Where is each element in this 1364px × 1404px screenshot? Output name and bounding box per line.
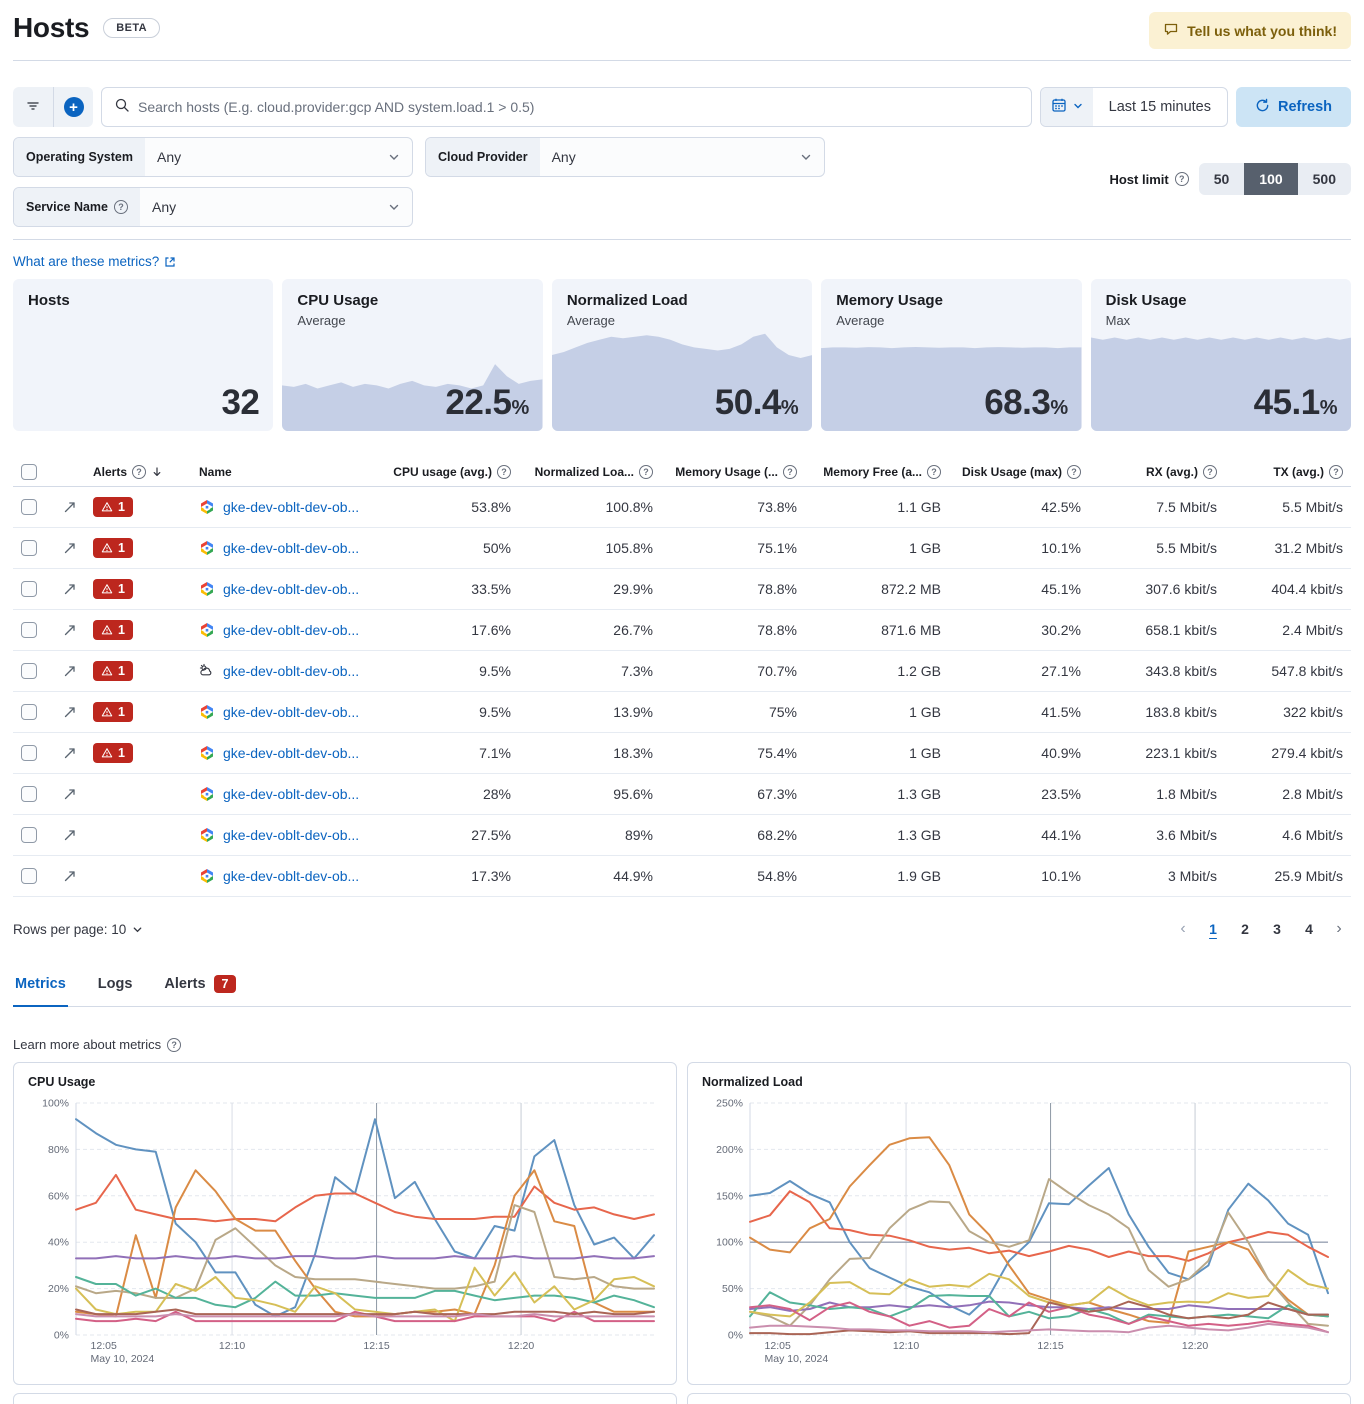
table-row (13, 733, 1351, 774)
load-cell: 44.9% (613, 868, 653, 884)
table-row (13, 610, 1351, 651)
memfree-cell: 1.1 GB (897, 499, 941, 515)
svg-text:12:20: 12:20 (1181, 1340, 1209, 1352)
rx-cell: 7.5 Mbit/s (1156, 499, 1217, 515)
host-name-link[interactable]: gke-dev-oblt-dev-ob... (223, 499, 360, 515)
chart-panel-partial (687, 1393, 1351, 1404)
os-filter-select[interactable]: Any (145, 138, 412, 176)
host-name-link[interactable]: gke-dev-oblt-dev-ob... (223, 581, 360, 597)
calendar-menu-button[interactable] (1041, 88, 1093, 126)
calendar-icon (1051, 97, 1067, 118)
memfree-cell: 1 GB (909, 704, 941, 720)
rx-cell: 5.5 Mbit/s (1156, 540, 1217, 556)
host-name-link[interactable]: gke-dev-oblt-dev-ob... (223, 663, 360, 679)
svg-text:100%: 100% (716, 1236, 743, 1249)
filter-lines-icon (25, 98, 41, 117)
speech-bubble-icon (1163, 21, 1179, 40)
pagination (1171, 915, 1351, 943)
memfree-cell: 871.6 MB (881, 622, 941, 638)
mem-cell: 68.2% (757, 827, 797, 843)
svg-text:12:05: 12:05 (764, 1340, 791, 1352)
info-icon[interactable]: ? (783, 465, 797, 479)
refresh-button[interactable]: Refresh (1236, 87, 1351, 127)
load-cell: 13.9% (613, 704, 653, 720)
column-header-metric-3[interactable]: Memory Free (a... ? (805, 465, 949, 479)
chevron-down-icon (388, 151, 400, 163)
header-divider (13, 60, 1351, 61)
mem-cell: 78.8% (757, 581, 797, 597)
cpu-cell: 50% (482, 540, 511, 556)
select-row-checkbox[interactable] (21, 622, 37, 638)
filters-section (13, 137, 1351, 227)
help-icon[interactable]: ? (114, 200, 128, 214)
page-button-4[interactable]: 4 (1295, 915, 1323, 943)
info-icon[interactable]: ? (1329, 465, 1343, 479)
kpi-cpu-usage[interactable]: CPU Usage Average 22.5% (282, 279, 542, 431)
info-icon[interactable]: ? (1067, 465, 1081, 479)
column-header-metric-2[interactable]: Memory Usage (... ? (661, 465, 805, 479)
chart-title: Normalized Load (702, 1075, 803, 1089)
host-name-link[interactable]: gke-dev-oblt-dev-ob... (223, 868, 360, 884)
table-row (13, 692, 1351, 733)
host-limit-option-50[interactable]: 50 (1199, 163, 1245, 195)
load-cell: 29.9% (613, 581, 653, 597)
memfree-cell: 872.2 MB (881, 581, 941, 597)
search-box (101, 87, 1032, 127)
normalized-load-chart (702, 1091, 1336, 1379)
svg-text:12:05: 12:05 (90, 1340, 117, 1352)
alerts-badge[interactable]: 1 (93, 661, 133, 681)
host-limit-options (1199, 163, 1351, 195)
chart-title: CPU Usage (28, 1075, 96, 1089)
gcp-icon (199, 540, 215, 556)
tx-cell: 31.2 Mbit/s (1274, 540, 1343, 556)
cpu-cell: 28% (482, 786, 511, 802)
load-cell: 26.7% (613, 622, 653, 638)
table-row (13, 487, 1351, 528)
svg-text:100%: 100% (42, 1097, 69, 1110)
open-host-detail-icon (63, 746, 77, 760)
svg-text:40%: 40% (47, 1236, 69, 1249)
open-host-flyout-button[interactable] (59, 537, 81, 559)
warning-triangle-icon (101, 501, 113, 513)
load-cell: 105.8% (605, 540, 653, 556)
hosts-table (13, 457, 1351, 897)
tab-logs[interactable]: Logs (97, 976, 133, 992)
rx-cell: 1.8 Mbit/s (1156, 786, 1217, 802)
select-row-checkbox[interactable] (21, 540, 37, 556)
help-icon[interactable]: ? (167, 1038, 181, 1052)
mem-cell: 78.8% (757, 622, 797, 638)
host-name-link[interactable]: gke-dev-oblt-dev-ob... (223, 622, 360, 638)
cpu-cell: 27.5% (471, 827, 511, 843)
gcp-icon (199, 827, 215, 843)
disk-cell: 40.9% (1041, 745, 1081, 761)
column-header-metric-1[interactable]: Normalized Loa... ? (519, 465, 661, 479)
memfree-cell: 1.3 GB (897, 827, 941, 843)
memfree-cell: 1.2 GB (897, 663, 941, 679)
info-icon[interactable]: ? (1203, 465, 1217, 479)
service-name-filter-select[interactable]: Any (140, 188, 412, 226)
previous-page-button[interactable]: ‹ (1171, 920, 1195, 938)
open-host-flyout-button[interactable] (59, 783, 81, 805)
gcp-icon (199, 704, 215, 720)
rx-cell: 343.8 kbit/s (1145, 663, 1217, 679)
tx-cell: 279.4 kbit/s (1271, 745, 1343, 761)
svg-text:80%: 80% (47, 1143, 69, 1156)
select-row-checkbox[interactable] (21, 663, 37, 679)
gcp-icon (199, 745, 215, 761)
info-icon[interactable]: ? (927, 465, 941, 479)
page-button-2[interactable]: 2 (1231, 915, 1259, 943)
select-row-checkbox[interactable] (21, 704, 37, 720)
chevron-down-icon (132, 924, 143, 935)
open-host-detail-icon (63, 500, 77, 514)
memfree-cell: 1.9 GB (897, 868, 941, 884)
open-host-detail-icon (63, 541, 77, 555)
rows-per-page-button[interactable]: Rows per page: 10 (13, 922, 143, 937)
alerts-badge[interactable]: 1 (93, 579, 133, 599)
open-host-flyout-button[interactable] (59, 824, 81, 846)
gcp-icon (199, 786, 215, 802)
chevron-down-icon (1073, 98, 1083, 116)
table-row (13, 856, 1351, 897)
disk-cell: 42.5% (1041, 499, 1081, 515)
svg-text:12:10: 12:10 (892, 1340, 920, 1352)
cpu-usage-chart (28, 1091, 662, 1379)
chevron-down-icon (388, 201, 400, 213)
load-cell: 89% (624, 827, 653, 843)
svg-text:20%: 20% (47, 1283, 69, 1296)
table-row (13, 569, 1351, 610)
select-row-checkbox[interactable] (21, 827, 37, 843)
mem-cell: 70.7% (757, 663, 797, 679)
disk-cell: 30.2% (1041, 622, 1081, 638)
column-header-metric-4[interactable]: Disk Usage (max) ? (949, 465, 1089, 479)
search-icon (114, 97, 130, 118)
external-link-icon (164, 256, 176, 268)
cpu-cell: 7.1% (479, 745, 511, 761)
table-row (13, 815, 1351, 856)
column-header-metric-5[interactable]: RX (avg.) ? (1089, 465, 1225, 479)
date-picker (1040, 87, 1228, 127)
svg-text:250%: 250% (716, 1097, 743, 1110)
host-name-link[interactable]: gke-dev-oblt-dev-ob... (223, 827, 360, 843)
tab-alerts[interactable]: Alerts 7 (162, 969, 238, 1007)
rx-cell: 3.6 Mbit/s (1156, 827, 1217, 843)
load-cell: 7.3% (621, 663, 653, 679)
column-header-alerts[interactable]: Alerts ? (93, 465, 199, 479)
os-filter-label: Operating System (14, 138, 145, 176)
open-host-detail-icon (63, 582, 77, 596)
open-host-detail-icon (63, 664, 77, 678)
refresh-icon (1255, 98, 1270, 117)
service-name-filter-label: Service Name ? (14, 188, 140, 226)
chevron-down-icon (800, 151, 812, 163)
tx-cell: 25.9 Mbit/s (1274, 868, 1343, 884)
table-row (13, 651, 1351, 692)
page-button-1[interactable]: 1 (1199, 915, 1227, 943)
rx-cell: 3 Mbit/s (1167, 868, 1217, 884)
open-host-detail-icon (63, 869, 77, 883)
disk-cell: 10.1% (1041, 868, 1081, 884)
select-row-checkbox[interactable] (21, 581, 37, 597)
memfree-cell: 1 GB (909, 745, 941, 761)
svg-text:12:15: 12:15 (1037, 1340, 1064, 1352)
host-limit-option-100[interactable]: 100 (1244, 163, 1297, 195)
warning-triangle-icon (101, 624, 113, 636)
sort-descending-icon (151, 466, 163, 478)
learn-more-metrics: Learn more about metrics ? (13, 1037, 1351, 1052)
warning-triangle-icon (101, 583, 113, 595)
gcp-icon (199, 622, 215, 638)
table-row (13, 774, 1351, 815)
alerts-badge[interactable]: 1 (93, 538, 133, 558)
warning-triangle-icon (101, 665, 113, 677)
cpu-cell: 17.6% (471, 622, 511, 638)
search-input[interactable] (138, 99, 1019, 115)
cpu-cell: 9.5% (479, 663, 511, 679)
select-all-checkbox[interactable] (21, 464, 37, 480)
alerts-badge[interactable]: 1 (93, 497, 133, 517)
svg-text:200%: 200% (716, 1143, 743, 1156)
host-limit-label: Host limit ? (1109, 172, 1188, 187)
cpu-cell: 53.8% (471, 499, 511, 515)
svg-text:60%: 60% (47, 1190, 69, 1203)
open-host-flyout-button[interactable] (59, 701, 81, 723)
rx-cell: 307.6 kbit/s (1145, 581, 1217, 597)
mem-cell: 73.8% (757, 499, 797, 515)
unknown-provider-icon (199, 663, 215, 679)
search-toolbar (13, 87, 1351, 127)
kpi-memory-usage[interactable]: Memory Usage Average 68.3% (821, 279, 1081, 431)
host-name-link[interactable]: gke-dev-oblt-dev-ob... (223, 786, 360, 802)
next-chart-row (13, 1393, 1351, 1404)
beta-badge: BETA (103, 18, 160, 38)
cpu-cell: 33.5% (471, 581, 511, 597)
memfree-cell: 1.3 GB (897, 786, 941, 802)
filter-menu-button[interactable] (13, 87, 53, 127)
cloud-provider-filter-select[interactable]: Any (540, 138, 824, 176)
open-host-flyout-button[interactable] (59, 496, 81, 518)
disk-cell: 23.5% (1041, 786, 1081, 802)
tx-cell: 2.8 Mbit/s (1282, 786, 1343, 802)
disk-cell: 44.1% (1041, 827, 1081, 843)
column-header-name[interactable]: Name (199, 464, 232, 479)
kpi-hosts[interactable]: Hosts 32 (13, 279, 273, 431)
mem-cell: 75.1% (757, 540, 797, 556)
svg-text:50%: 50% (721, 1283, 743, 1296)
column-header-metric-0[interactable]: CPU usage (avg.) ? (369, 465, 519, 479)
mem-cell: 54.8% (757, 868, 797, 884)
svg-text:0%: 0% (53, 1329, 69, 1342)
os-filter (13, 137, 413, 177)
open-host-flyout-button[interactable] (59, 578, 81, 600)
tx-cell: 547.8 kbit/s (1271, 663, 1343, 679)
query-menu-group (13, 87, 93, 127)
tx-cell: 322 kbit/s (1283, 704, 1343, 720)
disk-cell: 41.5% (1041, 704, 1081, 720)
open-host-detail-icon (63, 705, 77, 719)
kpi-disk-usage[interactable]: Disk Usage Max 45.1% (1091, 279, 1351, 431)
open-host-flyout-button[interactable] (59, 619, 81, 641)
info-icon[interactable]: ? (639, 465, 653, 479)
page-title: Hosts (13, 12, 90, 43)
info-icon[interactable]: ? (497, 465, 511, 479)
host-name-link[interactable]: gke-dev-oblt-dev-ob... (223, 745, 360, 761)
cpu-cell: 17.3% (471, 868, 511, 884)
page-header (13, 0, 1351, 60)
cloud-provider-filter-label: Cloud Provider (426, 138, 540, 176)
alerts-badge[interactable]: 1 (93, 620, 133, 640)
metrics-charts (13, 1062, 1351, 1385)
select-row-checkbox[interactable] (21, 499, 37, 515)
cpu-cell: 9.5% (479, 704, 511, 720)
svg-text:12:10: 12:10 (218, 1340, 246, 1352)
select-row-checkbox[interactable] (21, 868, 37, 884)
rx-cell: 658.1 kbit/s (1145, 622, 1217, 638)
disk-cell: 10.1% (1041, 540, 1081, 556)
svg-text:150%: 150% (716, 1190, 743, 1203)
kpi-normalized-load[interactable]: Normalized Load Average 50.4% (552, 279, 812, 431)
feedback-button[interactable]: Tell us what you think! (1149, 12, 1351, 49)
host-limit-control (1109, 163, 1351, 195)
load-cell: 95.6% (613, 786, 653, 802)
what-are-these-metrics-link[interactable]: What are these metrics? (13, 254, 176, 269)
open-host-flyout-button[interactable] (59, 660, 81, 682)
cloud-provider-filter (425, 137, 825, 177)
alerts-badge[interactable]: 1 (93, 702, 133, 722)
svg-text:0%: 0% (727, 1329, 743, 1342)
mem-cell: 75.4% (757, 745, 797, 761)
gcp-icon (199, 581, 215, 597)
host-limit-option-500[interactable]: 500 (1298, 163, 1351, 195)
normalized-load-chart-panel[interactable] (687, 1062, 1351, 1385)
open-host-detail-icon (63, 828, 77, 842)
chart-panel-partial (13, 1393, 677, 1404)
warning-triangle-icon (101, 706, 113, 718)
info-icon[interactable]: ? (1175, 172, 1189, 186)
page-button-3[interactable]: 3 (1263, 915, 1291, 943)
rx-cell: 183.8 kbit/s (1145, 704, 1217, 720)
plus-circle-icon: + (64, 97, 84, 117)
open-host-detail-icon (63, 623, 77, 637)
filters-divider (13, 239, 1351, 240)
disk-cell: 45.1% (1041, 581, 1081, 597)
svg-text:May 10, 2024: May 10, 2024 (90, 1353, 155, 1365)
tx-cell: 2.4 Mbit/s (1282, 622, 1343, 638)
load-cell: 18.3% (613, 745, 653, 761)
select-row-checkbox[interactable] (21, 786, 37, 802)
svg-text:May 10, 2024: May 10, 2024 (764, 1353, 829, 1365)
warning-triangle-icon (101, 542, 113, 554)
mem-cell: 75% (768, 704, 797, 720)
info-icon[interactable]: ? (132, 465, 146, 479)
alerts-badge[interactable]: 1 (93, 743, 133, 763)
open-host-detail-icon (63, 787, 77, 801)
disk-cell: 27.1% (1041, 663, 1081, 679)
tx-cell: 404.4 kbit/s (1271, 581, 1343, 597)
gcp-icon (199, 499, 215, 515)
tx-cell: 5.5 Mbit/s (1282, 499, 1343, 515)
rx-cell: 223.1 kbit/s (1145, 745, 1217, 761)
svg-text:12:20: 12:20 (507, 1340, 535, 1352)
load-cell: 100.8% (605, 499, 653, 515)
cpu-usage-chart-panel[interactable] (13, 1062, 677, 1385)
open-host-flyout-button[interactable] (59, 742, 81, 764)
host-name-link[interactable]: gke-dev-oblt-dev-ob... (223, 704, 360, 720)
detail-tabs (13, 969, 1351, 1007)
tx-cell: 4.6 Mbit/s (1282, 827, 1343, 843)
select-row-checkbox[interactable] (21, 745, 37, 761)
table-row (13, 528, 1351, 569)
svg-text:12:15: 12:15 (363, 1340, 390, 1352)
add-filter-button[interactable] (53, 87, 93, 127)
host-name-link[interactable]: gke-dev-oblt-dev-ob... (223, 540, 360, 556)
kpi-tiles (13, 279, 1351, 431)
memfree-cell: 1 GB (909, 540, 941, 556)
column-header-metric-6[interactable]: TX (avg.) ? (1225, 465, 1351, 479)
open-host-flyout-button[interactable] (59, 865, 81, 887)
gcp-icon (199, 868, 215, 884)
mem-cell: 67.3% (757, 786, 797, 802)
time-range-button[interactable]: Last 15 minutes (1108, 99, 1211, 115)
alerts-count-badge: 7 (214, 975, 237, 993)
tab-metrics[interactable]: Metrics (13, 969, 68, 1007)
next-page-button[interactable]: › (1327, 920, 1351, 938)
warning-triangle-icon (101, 747, 113, 759)
service-name-filter (13, 187, 413, 227)
